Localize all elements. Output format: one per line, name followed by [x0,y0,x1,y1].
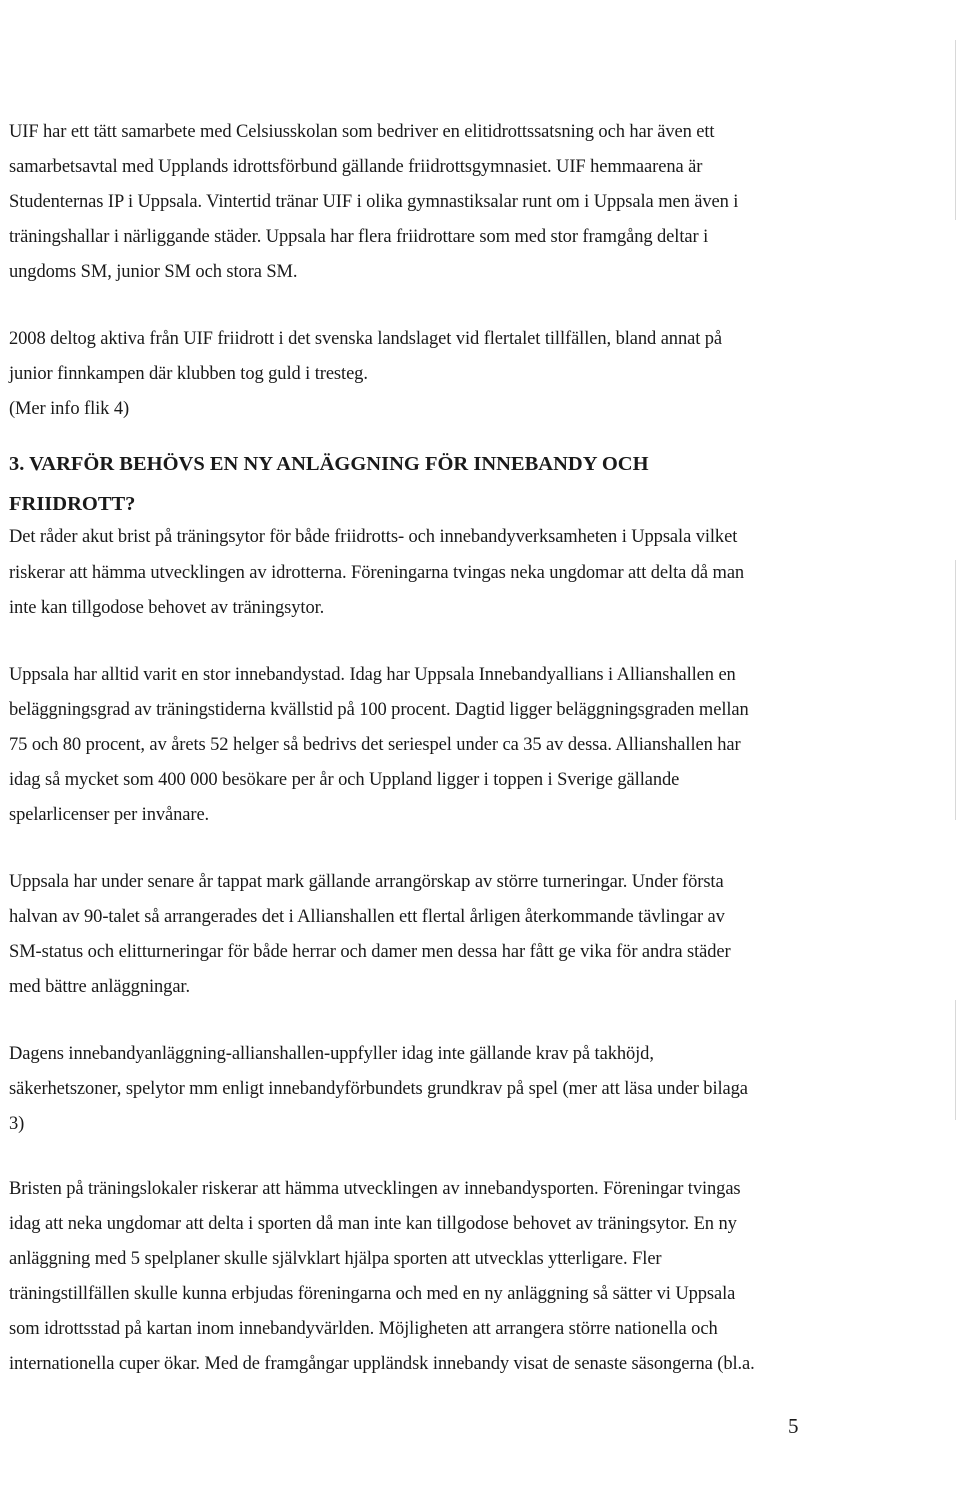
heading-line: FRIIDROTT? [9,493,136,515]
text-line: 3) [9,1114,25,1134]
text-line: beläggningsgrad av träningstiderna kvällstid på 100 procent. Dagtid ligger beläggningsgraden mellan [9,700,749,720]
text-line: UIF har ett tätt samarbete med Celsiusskolan som bedriver en elitidrottssatsning och har även ett [9,122,715,142]
text-line: samarbetsavtal med Upplands idrottsförbund gällande friidrottsgymnasiet. UIF hemmaarena är [9,157,703,177]
page-number: 5 [788,1414,799,1438]
text-line: Bristen på träningslokaler riskerar att hämma utvecklingen av innebandysporten. Föreningar tvingas [9,1179,741,1199]
text-line: 2008 deltog aktiva från UIF friidrott i det svenska landslaget vid flertalet tillfällen, bland annat på [9,329,723,349]
text-line: ungdoms SM, junior SM och stora SM. [9,262,298,282]
text-line: anläggning med 5 spelplaner skulle självklart hjälpa sporten att utvecklas ytterligare. Fler [9,1249,662,1269]
text-line: träningstillfällen skulle kunna erbjudas föreningarna och med en ny anläggning så sätter vi Uppsala [9,1284,736,1304]
text-line: inte kan tillgodose behovet av träningsytor. [9,598,325,618]
text-line: Det råder akut brist på träningsytor för både friidrotts- och innebandyverksamheten i Uppsala vilket [9,527,738,547]
text-line: med bättre anläggningar. [9,977,190,997]
text-line: SM-status och elitturneringar för både herrar och damer men dessa har fått ge vika för andra städer [9,942,731,962]
text-line: Uppsala har alltid varit en stor innebandystad. Idag har Uppsala Innebandyallians i Allianshallen en [9,665,736,685]
scan-edge-mark [955,40,956,220]
text-line: Dagens innebandyanläggning-allianshallen-uppfyller idag inte gällande krav på takhöjd, [9,1044,654,1064]
text-line: halvan av 90-talet så arrangerades det i Allianshallen ett flertal årligen återkommande tävlingar av [9,907,725,927]
text-line: Studenternas IP i Uppsala. Vintertid tränar UIF i olika gymnastiksalar runt om i Uppsala men även i [9,192,739,212]
heading-line: 3. VARFÖR BEHÖVS EN NY ANLÄGGNING FÖR INNEBANDY OCH [9,453,649,475]
scan-edge-mark [955,1000,956,1120]
text-line: internationella cuper ökar. Med de framgångar uppländsk innebandy visat de senaste säsongerna (bl.a. [9,1354,755,1374]
text-line: spelarlicenser per invånare. [9,805,210,825]
text-line: (Mer info flik 4) [9,399,130,419]
text-line: idag så mycket som 400 000 besökare per år och Uppland ligger i toppen i Sverige gällande [9,770,680,790]
text-line: 75 och 80 procent, av årets 52 helger så bedrivs det seriespel under ca 35 av dessa. Allianshallen har [9,735,741,755]
text-line: idag att neka ungdomar att delta i sporten då man inte kan tillgodose behovet av träningsytor. En ny [9,1214,737,1234]
text-line: träningshallar i närliggande städer. Uppsala har flera friidrottare som med stor framgång deltar i [9,227,709,247]
text-line: Uppsala har under senare år tappat mark gällande arrangörskap av större turneringar. Under första [9,872,724,892]
text-line: riskerar att hämma utvecklingen av idrotterna. Föreningarna tvingas neka ungdomar att delta då man [9,563,745,583]
scan-edge-mark [955,560,956,820]
text-line: säkerhetszoner, spelytor mm enligt innebandyförbundets grundkrav på spel (mer att läsa under bilaga [9,1079,748,1099]
text-line: som idrottsstad på kartan inom innebandyvärlden. Möjligheten att arrangera större nationella och [9,1319,718,1339]
text-line: junior finnkampen där klubben tog guld i tresteg. [9,364,368,384]
